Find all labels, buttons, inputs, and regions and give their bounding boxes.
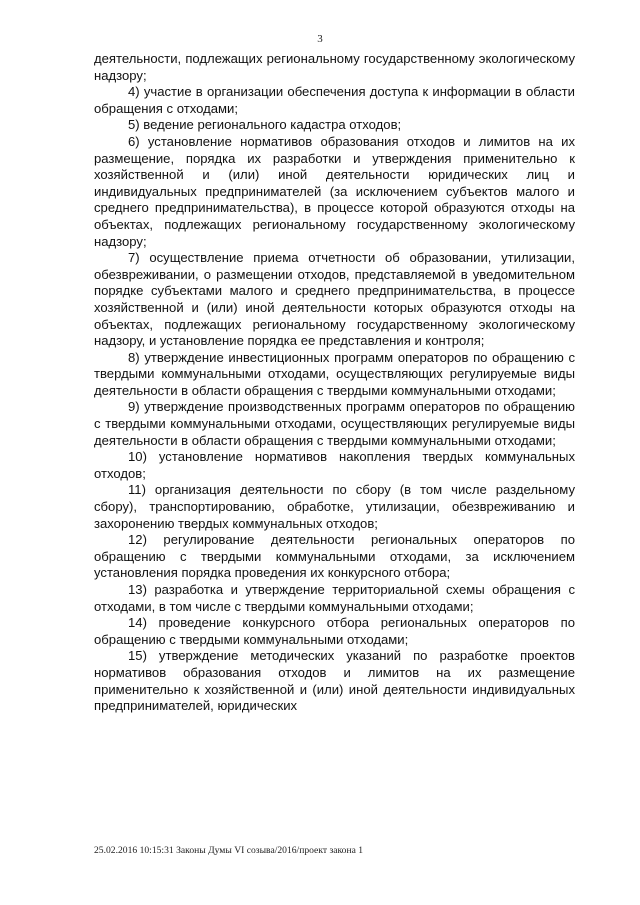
paragraph-item-4: 4) участие в организации обеспечения доступа к информации в области обращения с отходами; [94, 84, 575, 116]
paragraph-item-10: 10) установление нормативов накопления твердых коммунальных отходов; [94, 449, 575, 481]
page-number: 3 [317, 33, 323, 45]
document-footer: 25.02.2016 10:15:31 Законы Думы VI созыва/2016/проект закона 1 [94, 845, 364, 856]
paragraph-item-15: 15) утверждение методических указаний по разработке проектов нормативов образования отходов и лимитов на их размещение применительно к хозяйственной и (или) иной деятельности индивидуальных предпринимателей, юридических [94, 648, 575, 714]
paragraph-item-9: 9) утверждение производственных программ операторов по обращению с твердыми коммунальными отходами, осуществляющих регулируемые виды деятельности в области обращения с твердыми коммунальными отходами; [94, 399, 575, 448]
paragraph-item-12: 12) регулирование деятельности региональных операторов по обращению с твердыми коммунальными отходами, за исключением установления порядка проведения их конкурсного отбора; [94, 532, 575, 581]
paragraph-item-11: 11) организация деятельности по сбору (в том числе раздельному сбору), транспортированию, обработке, утилизации, обезвреживанию и захоронению твердых коммунальных отходов; [94, 482, 575, 531]
paragraph-item-8: 8) утверждение инвестиционных программ операторов по обращению с твердыми коммунальными отходами, осуществляющих регулируемые виды деятельности в области обращения с твердыми коммунальными отходами; [94, 349, 575, 398]
paragraph-item-7: 7) осуществление приема отчетности об образовании, утилизации, обезвреживании, о размещении отходов, представляемой в уведомительном порядке субъектами малого и среднего предпринимательства, в процессе хозяйственной и (или) иной деятельности которых образуются отходы на объектах, подлежащих региональному государственному экологическому надзору, и установление порядка ее представления и контроля; [94, 250, 575, 349]
document-body [94, 51, 575, 715]
paragraph-item-14: 14) проведение конкурсного отбора региональных операторов по обращению с твердыми коммунальными отходами; [94, 615, 575, 647]
paragraph-item-13: 13) разработка и утверждение территориальной схемы обращения с отходами, в том числе с твердыми коммунальными отходами; [94, 582, 575, 614]
paragraph-continuation: деятельности, подлежащих региональному государственному экологическому надзору; [94, 51, 575, 83]
paragraph-item-6: 6) установление нормативов образования отходов и лимитов на их размещение, порядка их разработки и утверждения применительно к хозяйственной и (или) иной деятельности юридических лиц и индивидуальных предпринимателей (за исключением субъектов малого и среднего предпринимательства), в процессе которой образуются отходы на объектах, подлежащих региональному государственному экологическому надзору; [94, 133, 575, 249]
paragraph-item-5: 5) ведение регионального кадастра отходов; [128, 117, 402, 133]
